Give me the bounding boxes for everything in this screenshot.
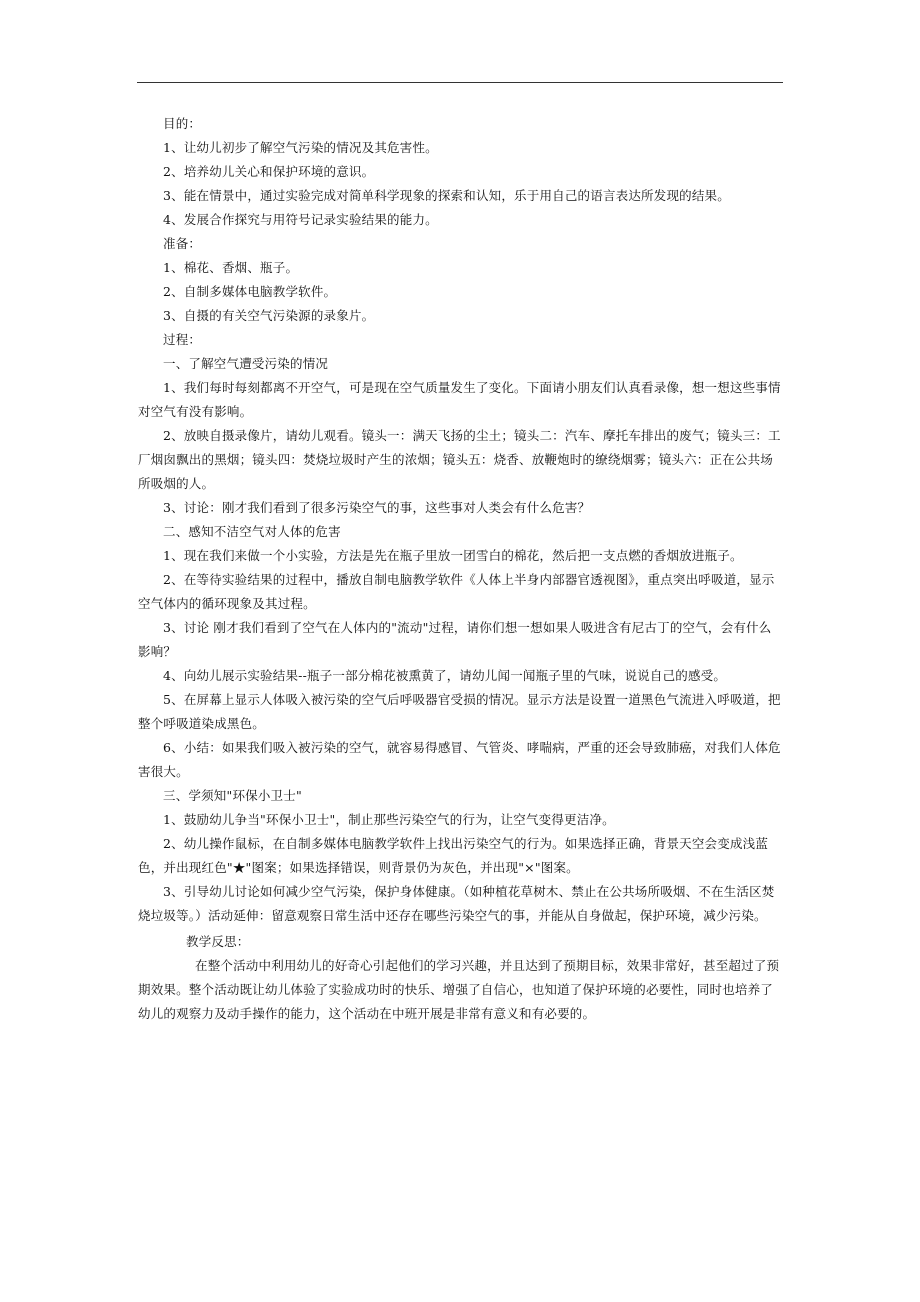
process-item: 1、鼓励幼儿争当"环保小卫士"，制止那些污染空气的行为，让空气变得更洁净。	[163, 812, 615, 827]
process-item: 3、讨论：刚才我们看到了很多污染空气的事，这些事对人类会有什么危害？	[163, 500, 591, 515]
process-item: 1、现在我们来做一个小实验，方法是先在瓶子里放一团雪白的棉花，然后把一支点燃的香烟放进瓶子。	[163, 548, 743, 563]
goal-item: 4、发展合作探究与用符号记录实验结果的能力。	[163, 212, 438, 227]
process-item: 2、在等待实验结果的过程中，播放自制电脑教学软件《人体上半身内部器官透视图》，重点突出呼吸道，显示空气体内的循环现象及其过程。	[138, 572, 775, 611]
process-item: 2、放映自摄录像片，请幼儿观看。镜头一：满天飞扬的尘土；镜头二：汽车、摩托车排出的废气；镜头三：工厂烟囱飘出的黑烟；镜头四：焚烧垃圾时产生的浓烟；镜头五：烧香、放鞭炮时的缭绕烟雾；镜头六：正在公共场所吸烟的人。	[138, 428, 781, 491]
document-body	[138, 112, 782, 1026]
prep-item: 2、自制多媒体电脑教学软件。	[163, 284, 337, 299]
process-item: 3、讨论 刚才我们看到了空气在人体内的"流动"过程，请你们想一想如果人吸进含有尼古丁的空气，会有什么影响？	[138, 620, 772, 659]
subsection-heading: 二、感知不洁空气对人体的危害	[163, 524, 341, 539]
header-rule	[137, 82, 783, 83]
process-item: 1、我们每时每刻都离不开空气，可是现在空气质量发生了变化。下面请小朋友们认真看录像，想一想这些事情对空气有没有影响。	[138, 380, 781, 419]
subsection-heading: 三、学须知"环保小卫士"	[163, 788, 302, 803]
process-item: 3、引导幼儿讨论如何减少空气污染，保护身体健康。（如种植花草树木、禁止在公共场所吸烟、不在生活区焚烧垃圾等。）活动延伸：留意观察日常生活中还存在哪些污染空气的事，并能从自身做起，保护环境，减少污染。	[138, 884, 775, 923]
section-process-heading: 过程：	[163, 332, 202, 347]
goal-item: 1、让幼儿初步了解空气污染的情况及其危害性。	[163, 140, 438, 155]
process-item: 5、在屏幕上显示人体吸入被污染的空气后呼吸器官受损的情况。显示方法是设置一道黑色气流进入呼吸道，把整个呼吸道染成黑色。	[138, 692, 781, 731]
section-reflection-heading: 教学反思：	[186, 934, 250, 949]
reflection-body: 在整个活动中利用幼儿的好奇心引起他们的学习兴趣，并且达到了预期目标，效果非常好，甚至超过了预期效果。整个活动既让幼儿体验了实验成功时的快乐、增强了自信心，也知道了保护环境的必要性，同时也培养了幼儿的观察力及动手操作的能力，这个活动在中班开展是非常有意义和有必要的。	[138, 958, 780, 1021]
process-item: 2、幼儿操作鼠标，在自制多媒体电脑教学软件上找出污染空气的行为。如果选择正确，背景天空会变成浅蓝色，并出现红色"★"图案；如果选择错误，则背景仍为灰色，并出现"×"图案。	[138, 836, 769, 875]
prep-item: 3、自摄的有关空气污染源的录象片。	[163, 308, 375, 323]
section-prep-heading: 准备：	[163, 236, 202, 251]
section-goal-heading: 目的：	[163, 116, 202, 131]
process-item: 6、小结：如果我们吸入被污染的空气，就容易得感冒、气管炎、哮喘病，严重的还会导致肺癌，对我们人体危害很大。	[138, 740, 781, 779]
goal-item: 2、培养幼儿关心和保护环境的意识。	[163, 164, 375, 179]
process-item: 4、向幼儿展示实验结果--瓶子一部分棉花被熏黄了，请幼儿闻一闻瓶子里的气味，说说自己的感受。	[163, 668, 727, 683]
subsection-heading: 一、了解空气遭受污染的情况	[163, 356, 329, 371]
goal-item: 3、能在情景中，通过实验完成对简单科学现象的探索和认知，乐于用自己的语言表达所发现的结果。	[163, 188, 730, 203]
prep-item: 1、棉花、香烟、瓶子。	[163, 260, 299, 275]
